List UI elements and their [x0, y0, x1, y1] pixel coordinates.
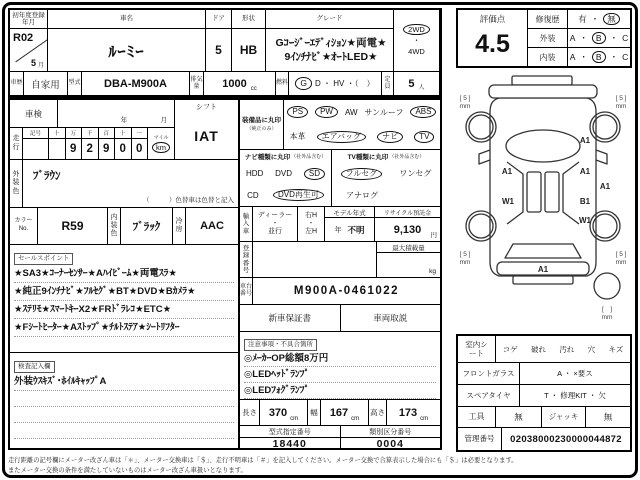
- capacity-unit: 人: [418, 85, 425, 91]
- equipment-label: 装備品に丸印: [242, 116, 281, 124]
- repair-separator: ・: [590, 14, 600, 24]
- shift-value: IAT: [194, 127, 219, 144]
- fuel-gasoline-selected: G: [295, 77, 312, 90]
- caution-section: [240, 332, 440, 400]
- dvd-option: DVD: [275, 169, 293, 179]
- registration-number-row: [240, 242, 440, 278]
- mileage-col: 十: [49, 128, 66, 139]
- exterior-grade-b-selected: B: [592, 32, 606, 45]
- registration-number-label: 登録番号: [240, 242, 253, 277]
- mileage-grid: [23, 128, 148, 159]
- recycle-fee-cell: [375, 207, 440, 241]
- class-number-value: 0004: [376, 438, 404, 451]
- equipment-label-cell: [240, 100, 284, 149]
- class-number-cell: [341, 426, 441, 450]
- interior-grade-label: 内装: [528, 48, 568, 66]
- model-code-label: 型式: [68, 72, 82, 95]
- grade-separator: ・: [579, 33, 588, 43]
- tread-unit: mm: [459, 259, 471, 266]
- displacement-label: 排気量: [190, 72, 204, 95]
- length-label: 長さ: [240, 400, 260, 425]
- mileage-unit-cell: [148, 128, 174, 159]
- sales-point-line: ★Fｼｰﾄﾋｰﾀｰ★Aｽﾄｯﾌﾟ★ﾁﾙﾄｽﾃｱ★ｼｰﾄﾘﾌﾀｰ: [14, 319, 234, 337]
- class-number-label: 類別区分番号: [341, 426, 441, 438]
- management-number-row: [458, 428, 630, 450]
- repair-no-selected: 無: [603, 13, 620, 26]
- nav-type-title: ナビ種類に丸印: [244, 154, 291, 161]
- mileage-digit: 9: [99, 139, 116, 159]
- width-value: 167: [329, 406, 349, 419]
- chassis-number-value: M900A-0461022: [293, 285, 400, 297]
- windshield-row: [458, 363, 630, 385]
- mileage-digit: 9: [66, 139, 83, 159]
- sales-point-line: ★純正9ｲﾝﾁﾅﾋﾞ★ﾌﾙｾｸﾞ★BT★DVD★Bｶﾒﾗ★: [14, 283, 234, 301]
- interior-grade-b-selected: B: [592, 51, 606, 64]
- width-label: 幅: [308, 400, 321, 425]
- tread-front-right: [ 5 ]: [615, 95, 627, 102]
- aw-option: AW: [344, 107, 358, 117]
- repair-history-label: 修復歴: [528, 10, 568, 28]
- cd-option: CD: [247, 190, 259, 200]
- inspector-note-line: 外装ｳｽｷｽﾞ･ﾎｲﾙｷｬｯﾌﾟA: [14, 373, 234, 391]
- damage-mark-rear-right: W1: [579, 216, 591, 225]
- car-damage-diagram: [455, 74, 633, 332]
- model-year-cell: [325, 207, 375, 241]
- max-load-cell: [377, 242, 440, 277]
- max-load-label: 最大積載量: [377, 242, 440, 253]
- owner-manual-cell: 車両取説: [373, 313, 408, 323]
- fuel-label: 燃料: [276, 72, 289, 95]
- shape-value: HB: [232, 29, 266, 72]
- mileage-digit: 0: [132, 139, 149, 159]
- ac-value: AAC: [200, 220, 224, 232]
- color-no-label-1: カラー: [14, 218, 33, 225]
- type-designation-cell: [240, 426, 341, 450]
- dimensions-row: [240, 400, 440, 426]
- exterior-color-label: 外装色: [10, 160, 23, 207]
- shaken-year-label: 年: [120, 117, 128, 124]
- tv-type-title-sub: （社外品含む）: [389, 154, 425, 160]
- type-designation-value: 18440: [272, 438, 307, 451]
- fuel-cell: [289, 72, 382, 95]
- sales-points-label: セールスポイント: [14, 253, 73, 265]
- documents-row: [240, 305, 440, 332]
- chassis-number-label: 車台番号: [240, 278, 253, 304]
- equipment-row-1: [284, 100, 440, 125]
- mileage-col-sign: 記号: [23, 128, 49, 139]
- mileage-digit: 0: [115, 139, 132, 159]
- model-year-value: 不明: [347, 224, 365, 235]
- handle-separator: ・: [307, 219, 315, 227]
- first-registration-label: 初年度登録年月: [10, 10, 48, 29]
- score-label: 評価点: [479, 14, 506, 24]
- damage-mark-mid-right: A1: [579, 167, 591, 176]
- max-load-unit: kg: [429, 268, 436, 275]
- sales-point-line: ★ｽﾃﾘﾓ★ｽﾏｰﾄｷｰX2★FRﾄﾞﾗﾚｺ★ETC★: [14, 301, 234, 319]
- empty-rule-line: [14, 407, 234, 423]
- grade-label: グレード: [266, 10, 394, 29]
- capacity-value: 5: [408, 77, 415, 90]
- tv-options-row-1: [332, 163, 440, 185]
- model-code-value: DBA-M900A: [82, 72, 190, 95]
- recycle-fee-value: 9,130: [393, 223, 422, 236]
- grade-line-1: Gｺｰｼﾞｰｴﾃﾞｨｼｮﾝ★両電★: [275, 36, 387, 49]
- tread-unit: mm: [615, 259, 627, 266]
- seat-opt-tear: 破れ: [530, 344, 546, 354]
- tread-unit: mm: [601, 314, 613, 321]
- interior-grade-row: [528, 48, 630, 66]
- interior-grade-a: A: [569, 52, 576, 62]
- nav-options-row-1: [240, 163, 331, 185]
- exterior-color-value: ﾌﾞﾗｳﾝ: [33, 170, 61, 182]
- sd-option-selected: SD: [304, 168, 325, 180]
- spare-tire-label: スペアタイヤ: [458, 385, 520, 406]
- windshield-value: A ・ ×要ス: [557, 369, 593, 378]
- score-value: 4.5: [475, 29, 510, 58]
- spec-row: [10, 72, 440, 96]
- grade-separator: ・: [609, 33, 619, 43]
- exterior-grade-a: A: [569, 33, 576, 43]
- hdd-option: HDD: [245, 169, 264, 179]
- analog-option: アナログ: [346, 190, 378, 200]
- jack-value: 無: [603, 412, 613, 422]
- interior-color-label: 内装色: [108, 208, 121, 244]
- interior-condition-table: [456, 334, 632, 452]
- windshield-label: フロントガラス: [458, 363, 520, 384]
- drive-type-cell: [394, 10, 440, 72]
- shaken-label: 車検: [10, 100, 58, 127]
- height-label: 高さ: [369, 400, 387, 425]
- car-name-value: ﾙｰﾐｰ: [48, 29, 206, 72]
- color-no-label-2: No.: [18, 226, 29, 232]
- right-mirror: [596, 150, 607, 164]
- interior-color-value: ﾌﾞﾗｯｸ: [121, 208, 173, 244]
- equipment-row-2: [284, 125, 440, 150]
- mileage-digit: 2: [82, 139, 99, 159]
- left-detail-table: [8, 98, 240, 450]
- tv-type-section: [332, 150, 440, 206]
- km-unit-selected: km: [152, 142, 170, 153]
- displacement-value: 1000: [222, 77, 247, 90]
- fuel-options: D ・ HV ・（ ）: [315, 79, 375, 88]
- capacity-cell: [394, 72, 439, 95]
- footer-note-line-2: またメーター交換の条件を満たしていないものはメーター改ざん車扱いとなります。: [8, 467, 247, 475]
- recycle-fee-unit: 円: [430, 232, 437, 239]
- ps-option-selected: PS: [287, 106, 308, 118]
- rear-plate: [513, 276, 573, 284]
- ac-label: 冷房: [173, 208, 186, 244]
- management-number-label: 管理番号: [458, 428, 502, 450]
- shaken-month-label: 月: [160, 117, 167, 124]
- fullseg-option-selected: フルセグ: [341, 168, 383, 180]
- tread-unit: mm: [615, 103, 627, 110]
- vehicle-header-table: [8, 8, 442, 98]
- interior-grade-c: C: [622, 52, 629, 62]
- footer-notes: [8, 456, 634, 476]
- grade-separator: ・: [609, 52, 619, 62]
- car-name-label: 車名: [48, 10, 206, 29]
- nav-tv-row: [240, 150, 440, 207]
- mileage-row: [10, 128, 174, 159]
- registration-number-blank: [253, 242, 377, 277]
- tv-option-selected: TV: [414, 131, 434, 143]
- type-numbers-row: [240, 426, 440, 450]
- left-mirror: [479, 150, 490, 164]
- import-label: 輸入車: [240, 207, 253, 241]
- tv-options-row-2: [332, 185, 440, 207]
- seat-opt-burn: コゲ: [502, 344, 518, 354]
- exterior-color-cell: [23, 160, 238, 207]
- seat-label: 室内シート: [458, 336, 496, 362]
- damage-mark-mid-left: A1: [501, 167, 513, 176]
- exterior-grade-label: 外装: [528, 29, 568, 47]
- door-value: 5: [206, 29, 232, 72]
- parallel-option: 並行: [268, 228, 282, 236]
- damage-mark-lower-right: B1: [579, 197, 591, 206]
- damage-mark-rear-bumper: A1: [537, 265, 549, 274]
- width-unit: cm: [351, 416, 360, 423]
- spare-tire-row: [458, 385, 630, 407]
- inspection-expiry-row: [10, 100, 174, 128]
- drive-4wd: 4WD: [408, 47, 425, 57]
- history-label: 車歴: [10, 72, 24, 95]
- caution-line: ◎LEDﾍｯﾄﾞﾗﾝﾌﾟ: [244, 367, 436, 383]
- first-registration-value: [10, 29, 48, 72]
- height-value: 173: [398, 406, 418, 419]
- empty-rule-line: [14, 423, 234, 439]
- inspector-notes-section: [10, 353, 238, 448]
- navi-option-selected: ナビ: [377, 131, 403, 143]
- exterior-grade-row: [528, 29, 630, 48]
- color-no-value: R59: [38, 208, 108, 244]
- rating-table: [456, 8, 632, 68]
- sales-points-section: [10, 245, 238, 353]
- equipment-label-sub: （純正のみ）: [246, 126, 277, 133]
- grade-line-2: 9ｲﾝﾁﾅﾋﾞ★ｵｰﾄLED★: [284, 51, 378, 63]
- nav-type-section: [240, 150, 332, 206]
- seat-opt-scratch: キズ: [608, 344, 624, 354]
- registration-month-unit: 月: [37, 63, 44, 69]
- dealer-parallel-cell: [253, 207, 298, 241]
- footer-note-line-1: 走行距離の記号欄にメーター改ざん車は「＊」、メーター交換車は「＄」、走行不明車は「＃」を記入してください。メーター交換で合算表示した場合にも「＄」は必要となります。: [8, 457, 518, 464]
- management-number-value: 02038000230000044872: [510, 433, 622, 445]
- color-no-label: [10, 208, 38, 244]
- caution-line: ◎LEDﾌｫｸﾞﾗﾝﾌﾟ: [244, 383, 436, 399]
- empty-rule-line: [14, 391, 234, 407]
- seat-opt-hole: 穴: [587, 344, 596, 354]
- length-cell: [260, 400, 308, 425]
- seat-condition-row: [458, 336, 630, 363]
- type-designation-label: 型式指定番号: [240, 426, 340, 438]
- nav-type-title-sub: （社外品含む）: [291, 154, 327, 160]
- chassis-number-row: [240, 278, 440, 305]
- oneseg-option: ワンセグ: [399, 169, 432, 179]
- dvd-playback-selected: DVD再生可: [273, 189, 324, 201]
- middle-detail-table: [240, 98, 442, 450]
- abs-option-selected: ABS: [410, 106, 436, 118]
- left-handle-option: 左H: [304, 228, 318, 236]
- caution-line: ◎ﾒｰｶｰOP総額8万円: [244, 351, 436, 367]
- spare-tread-bracket: [ ]: [601, 306, 613, 313]
- dealer-separator: ・: [271, 219, 279, 227]
- tread-front-left: [ 5 ]: [459, 95, 471, 102]
- sunroof-option: サンルーフ: [364, 107, 404, 117]
- recycle-fee-label: リサイクル預託金: [375, 207, 440, 218]
- height-unit: cm: [420, 416, 429, 423]
- damage-mark-front-right: A1: [579, 136, 591, 145]
- warranty-book-cell: 新車保証書: [240, 305, 341, 331]
- handle-side-cell: [298, 207, 325, 241]
- color-code-row: [10, 208, 238, 245]
- import-row: [240, 207, 440, 242]
- exterior-grade-c: C: [622, 33, 629, 43]
- tread-rear-right: [ 5 ]: [615, 251, 627, 258]
- width-cell: [321, 400, 369, 425]
- model-year-prefix: 年: [334, 226, 342, 234]
- shape-label: 形状: [232, 10, 266, 29]
- door-label: ドア: [206, 10, 232, 29]
- drive-separator: ・: [412, 35, 421, 45]
- repair-history-row: [528, 10, 630, 29]
- equipment-row: [240, 100, 440, 150]
- displacement-cell: [204, 72, 276, 95]
- shaken-mileage-row: [10, 100, 238, 160]
- registration-era: R02: [13, 32, 34, 44]
- tv-type-title: TV種類に丸印: [347, 154, 389, 161]
- nav-options-row-2: [240, 185, 331, 207]
- tools-value: 無: [496, 407, 542, 427]
- mileage-sign-value: [23, 139, 49, 159]
- shift-cell: [175, 100, 238, 159]
- mile-label: マイル: [153, 134, 169, 141]
- mileage-col: 一: [132, 128, 149, 139]
- tools-label: 工具: [458, 407, 496, 427]
- score-cell: [458, 10, 528, 66]
- height-cell: [387, 400, 440, 425]
- color-change-note: （ ）色替車は色替と記入: [143, 197, 234, 204]
- front-bumper: [489, 85, 597, 98]
- mileage-col: 千: [82, 128, 99, 139]
- dealer-option: ディーラー: [257, 211, 293, 219]
- spare-tire: [594, 273, 620, 299]
- spare-tire-value: T ・ 修理KIT ・ 欠: [544, 391, 606, 400]
- tread-rear-left: [ 5 ]: [459, 251, 471, 258]
- sales-point-line: ★SA3★ｺｰﾅｰｾﾝｻｰ★Aﾊｲﾋﾞｰﾑ★両電ｽﾗ★: [14, 265, 234, 283]
- displacement-unit: cc: [250, 86, 257, 92]
- damage-mark-side-right: A1: [599, 182, 611, 191]
- shift-label: シフト: [196, 104, 217, 111]
- grade-separator: ・: [579, 52, 588, 62]
- mileage-label: 走行: [10, 128, 23, 159]
- airbag-option-selected: エアバッグ: [317, 131, 366, 143]
- jack-label: ジャッキ: [542, 407, 586, 427]
- length-value: 370: [268, 406, 288, 419]
- drive-2wd-selected: 2WD: [403, 24, 430, 35]
- front-plate: [512, 76, 572, 85]
- mileage-digit: [49, 139, 66, 159]
- repair-yes-option: 有: [578, 14, 587, 24]
- mileage-col: 百: [99, 128, 116, 139]
- car-body-outline: [490, 98, 596, 276]
- length-unit: cm: [290, 416, 299, 423]
- history-value: 自家用: [24, 72, 68, 95]
- exterior-color-row: [10, 160, 238, 208]
- mileage-col: 十: [115, 128, 132, 139]
- leather-option: 本革: [289, 132, 306, 142]
- inspector-notes-label: 検査記入欄: [14, 361, 55, 373]
- seat-opt-stain: 汚れ: [559, 344, 575, 354]
- tread-unit: mm: [459, 103, 471, 110]
- capacity-label: 定員: [382, 72, 394, 95]
- grade-value: [266, 29, 394, 72]
- caution-label: 注意事項・不具合箇所: [244, 339, 317, 351]
- damage-mark-lower-left: W1: [502, 197, 514, 206]
- pw-option-selected: PW: [315, 106, 338, 118]
- model-year-label: モデル年式: [325, 207, 374, 218]
- mileage-col: 万: [66, 128, 83, 139]
- tools-row: [458, 407, 630, 428]
- registration-month: 5: [30, 58, 36, 68]
- right-handle-option: 右H: [304, 211, 318, 219]
- shaken-date-area: [58, 100, 174, 127]
